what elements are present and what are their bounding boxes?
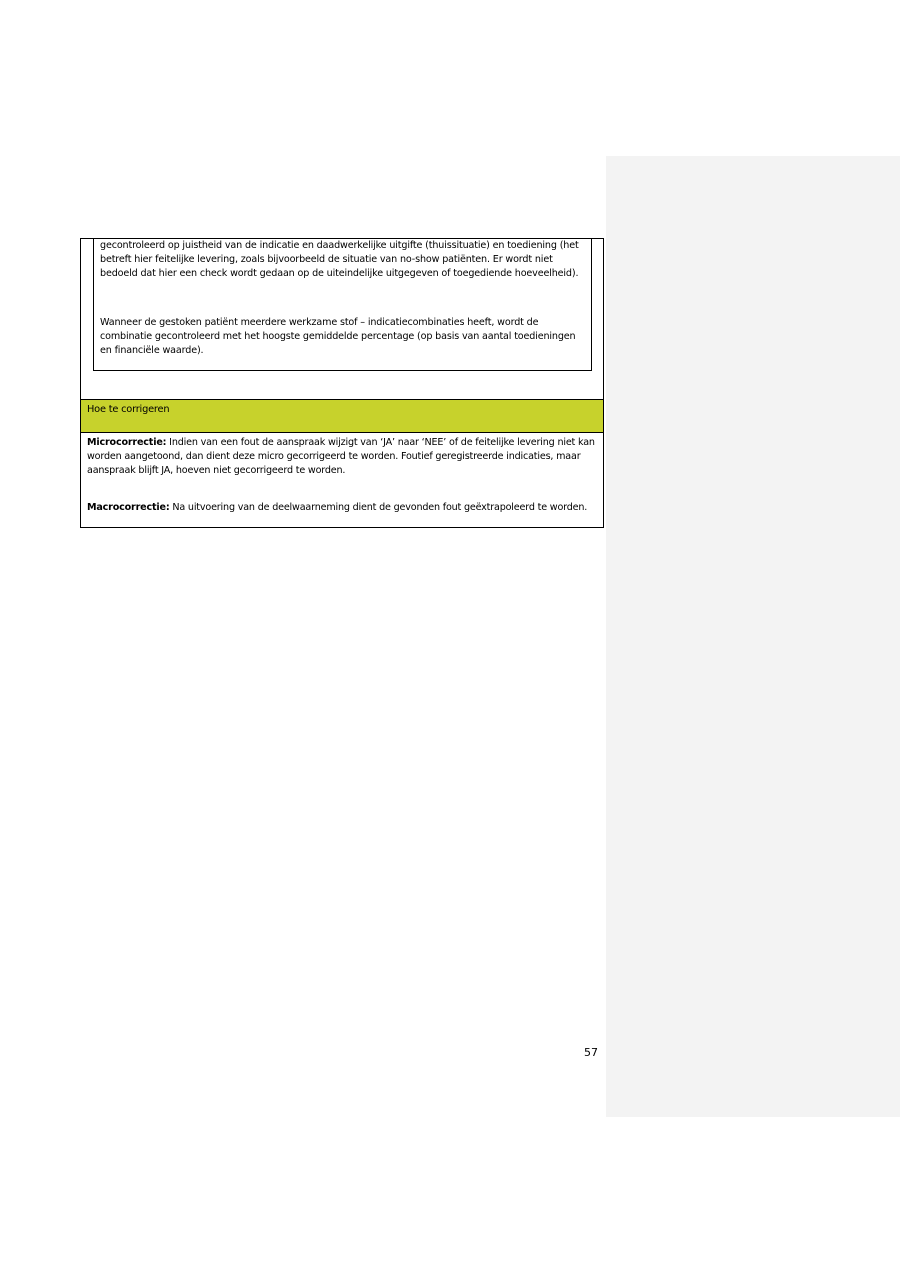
page-number: 57: [584, 1046, 598, 1059]
table-top-cell: [81, 239, 603, 400]
microcorrection-label: Microcorrectie:: [87, 437, 167, 448]
section-header-cell: [81, 400, 603, 433]
criteria-paragraph-1: gecontroleerd op juistheid van de indicatie en daadwerkelijke uitgifte (thuissituatie) en toediening (het betreft hier feitelijke levering, zoals bijvoorbeeld de situatie van no-show patiënten. Er wordt niet bedoeld dat hier een check wordt gedaan op de uiteindelijke uitgegeven of toegediende hoeveelheid).: [100, 240, 579, 279]
section-body-cell: [81, 433, 603, 527]
macrocorrection-label: Macrocorrectie:: [87, 502, 170, 513]
microcorrection-text: Indien van een fout de aanspraak wijzigt van ‘JA’ naar ‘NEE’ of de feitelijke levering niet kan worden aangetoond, dan dient deze micro gecorrigeerd te worden. Foutief geregistreerde indicaties, maar aanspraak blijft JA, hoeven niet gecorrigeerd te worden.: [87, 437, 595, 476]
comment-pane: [606, 156, 900, 1117]
section-header: Hoe te corrigeren: [87, 404, 170, 415]
criteria-box: [93, 238, 592, 371]
criteria-paragraph-2: Wanneer de gestoken patiënt meerdere werkzame stof – indicatiecombinaties heeft, wordt de combinatie gecontroleerd met het hoogste gemiddelde percentage (op basis van aantal toedieningen en financiële waarde).: [100, 317, 576, 356]
macrocorrection-paragraph: [87, 501, 595, 515]
correction-table: [80, 238, 604, 528]
microcorrection-paragraph: [87, 436, 595, 478]
macrocorrection-text: Na uitvoering van de deelwaarneming dient de gevonden fout geëxtrapoleerd te worden.: [169, 502, 588, 513]
